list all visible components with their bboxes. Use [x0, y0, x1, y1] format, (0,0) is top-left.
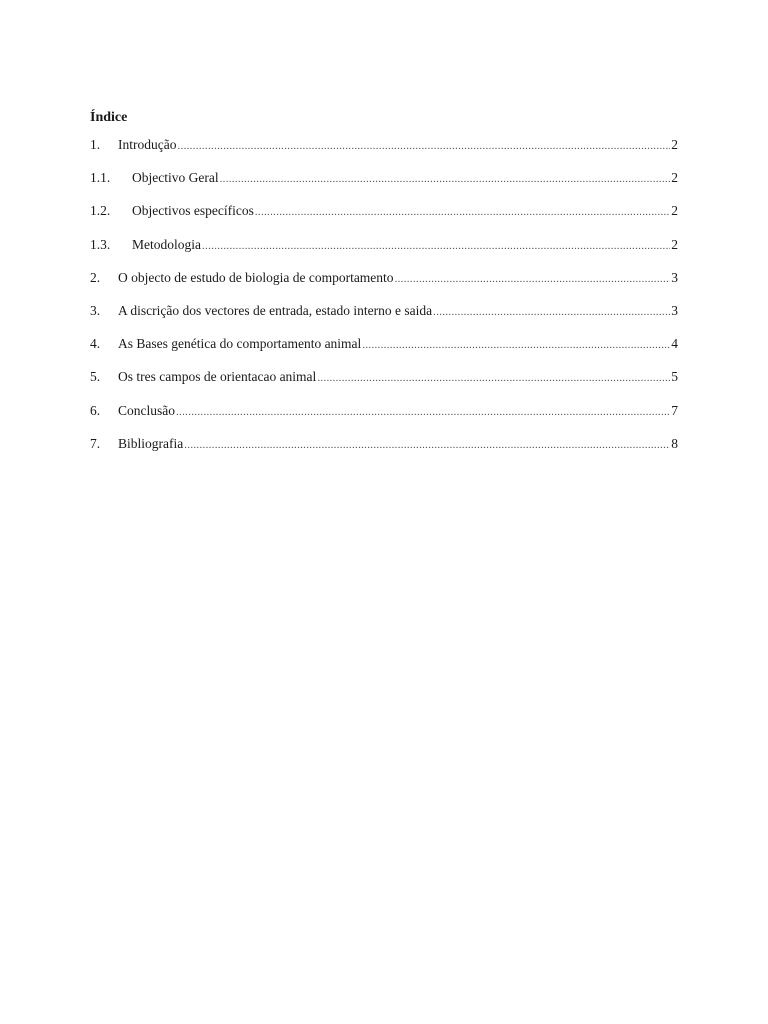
toc-entry-number: 7.: [90, 435, 101, 451]
toc-entry-label: Objectivos específicos: [132, 203, 254, 219]
toc-title: Índice: [90, 110, 128, 125]
toc-entry-label: Metodologia: [132, 236, 201, 252]
toc-entry-number: 1.1.: [90, 170, 111, 186]
toc-list: [90, 134, 678, 466]
dot-leader: [184, 434, 670, 456]
toc-entry[interactable]: [90, 167, 678, 200]
toc-entry[interactable]: [90, 433, 678, 466]
toc-entry-page: 8: [671, 435, 678, 451]
dot-leader: [433, 301, 670, 323]
toc-entry-number: 5.: [90, 369, 101, 385]
dot-leader: [255, 201, 670, 223]
toc-entry[interactable]: [90, 267, 678, 300]
toc-entry-label: A discrição dos vectores de entrada, estado interno e saida: [118, 302, 433, 318]
toc-entry-label: Bibliografia: [118, 435, 184, 451]
toc-entry-label: Introdução: [118, 137, 177, 152]
dot-leader: [177, 135, 670, 157]
dot-leader: [362, 334, 670, 356]
toc-entry-number: 3.: [90, 302, 101, 318]
toc-entry-page: 7: [671, 402, 678, 418]
toc-entry-number: 1.: [90, 137, 101, 152]
toc-entry-page: 2: [671, 170, 678, 186]
toc-entry[interactable]: [90, 300, 678, 333]
toc-entry-page: 2: [671, 137, 678, 152]
toc-entry-page: 2: [671, 203, 678, 219]
dot-leader: [395, 268, 671, 290]
toc-entry[interactable]: [90, 366, 678, 399]
toc-entry[interactable]: [90, 333, 678, 366]
toc-entry-number: 4.: [90, 336, 101, 352]
toc-entry[interactable]: [90, 200, 678, 233]
toc-entry-number: 1.3.: [90, 236, 111, 252]
toc-entry-page: 3: [671, 269, 678, 285]
toc-entry-label: Objectivo Geral: [132, 170, 219, 186]
toc-entry-page: 4: [671, 336, 678, 352]
toc-entry-number: 2.: [90, 269, 101, 285]
toc-entry-page: 3: [671, 302, 678, 318]
toc-entry-label: O objecto de estudo de biologia de comportamento: [118, 269, 394, 285]
toc-entry[interactable]: [90, 234, 678, 267]
dot-leader: [220, 168, 671, 190]
toc-entry[interactable]: [90, 134, 678, 167]
toc-entry-label: Conclusão: [118, 402, 175, 418]
toc-entry-number: 6.: [90, 402, 101, 418]
toc-entry-label: Os tres campos de orientacao animal: [118, 369, 317, 385]
dot-leader: [176, 401, 670, 423]
toc-entry-number: 1.2.: [90, 203, 111, 219]
table-of-contents: [90, 108, 678, 466]
toc-entry-label: As Bases genética do comportamento animal: [118, 336, 362, 352]
dot-leader: [317, 367, 670, 389]
toc-entry-page: 2: [671, 236, 678, 252]
toc-entry-page: 5: [671, 369, 678, 385]
toc-entry[interactable]: [90, 400, 678, 433]
dot-leader: [202, 235, 670, 257]
